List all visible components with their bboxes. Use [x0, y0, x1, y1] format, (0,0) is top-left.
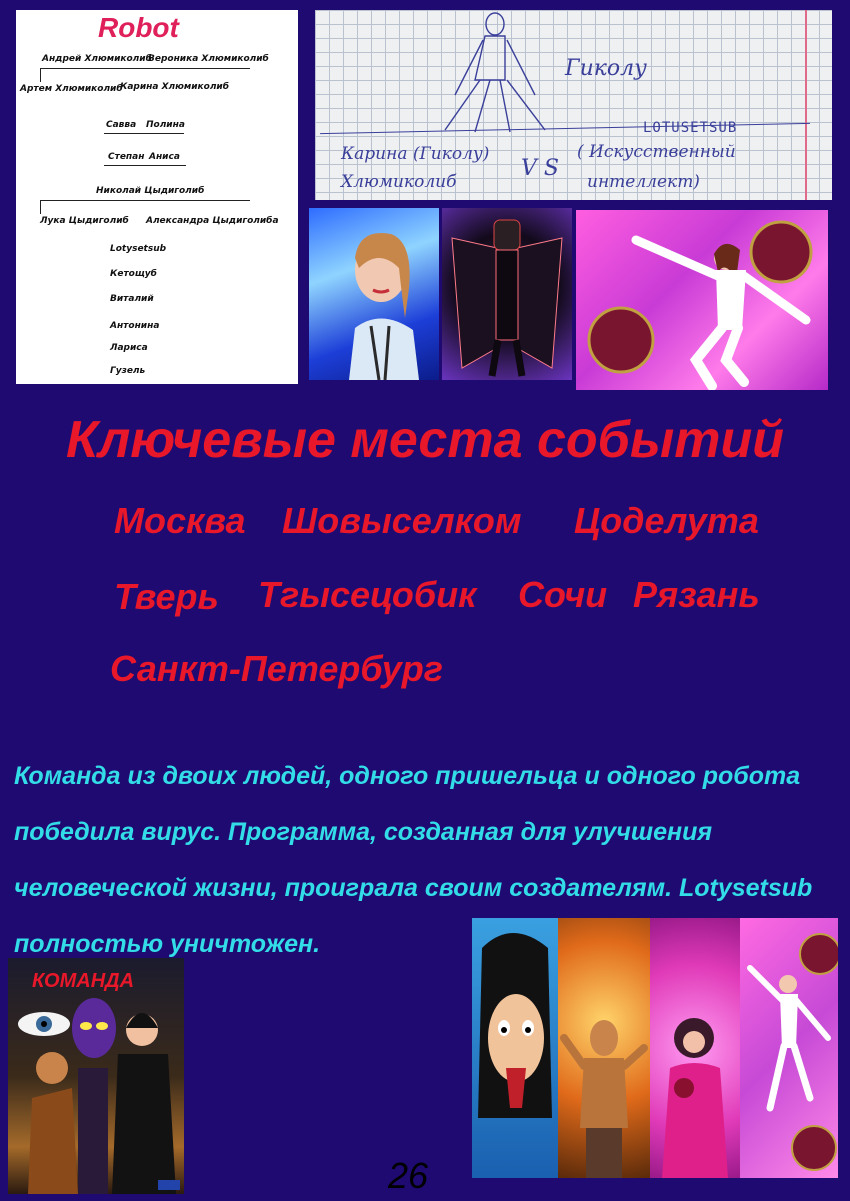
- name-polina: Полина: [146, 120, 185, 130]
- sketch-vs: V S: [521, 156, 559, 181]
- place-shovyselkom: Шовыселком: [282, 500, 522, 541]
- tree-line: [104, 165, 186, 166]
- illustration-strip: [472, 918, 838, 1178]
- name-savva: Савва: [106, 120, 137, 130]
- notebook-sketch: [315, 10, 832, 200]
- name-nikolay: Николай Цыдиголиб: [96, 186, 205, 196]
- tree-line: [40, 200, 250, 201]
- place-saint-petersburg: Санкт-Петербург: [110, 648, 443, 689]
- name-guzel: Гузель: [110, 366, 146, 376]
- white-suit-woman-illustration: [576, 210, 828, 390]
- place-tsodeluta: Цоделута: [574, 500, 759, 541]
- place-tgysetsobik: Тгысецобик: [258, 574, 477, 615]
- place-sochi: Сочи: [518, 574, 608, 615]
- tree-line: [40, 200, 41, 214]
- sketch-left-line1: Карина (Гиколу): [341, 144, 490, 164]
- name-larisa: Лариса: [110, 343, 148, 353]
- name-veronika: Вероника Хлюмиколиб: [148, 54, 269, 64]
- name-ketoshchub: Кетощуб: [110, 269, 157, 279]
- place-moscow: Москва: [114, 500, 246, 541]
- dark-winged-figure-illustration: [442, 208, 572, 380]
- summary-line: человеческой жизни, проиграла своим создателям. Lotysetsub: [14, 874, 813, 902]
- name-luka: Лука Цыдиголиб: [40, 216, 129, 226]
- page-number: 26: [388, 1155, 429, 1196]
- sketch-left-line2: Хлюмиколиб: [341, 172, 457, 192]
- name-anisa: Аниса: [149, 152, 180, 162]
- team-illustration: [8, 958, 184, 1194]
- tree-line: [104, 133, 184, 134]
- robot-girl-illustration: [309, 208, 439, 380]
- name-vitaliy: Виталий: [110, 294, 154, 304]
- sketch-figure: [435, 10, 555, 140]
- strip-panel-white-suit: [740, 918, 838, 1178]
- sketch-label: LOTUSETSUB: [643, 120, 738, 136]
- name-artem: Артем Хлюмиколиб: [20, 84, 123, 94]
- sketch-right-line2: интеллект): [587, 172, 700, 192]
- summary-line: полностью уничтожен.: [14, 930, 321, 958]
- strip-panel-dark-hair: [472, 918, 558, 1178]
- team-label: КОМАНДА: [32, 970, 135, 992]
- name-antonina: Антонина: [110, 321, 160, 331]
- tree-line: [40, 68, 41, 82]
- summary-line: Команда из двоих людей, одного пришельца и одного робота: [14, 762, 801, 790]
- place-ryazan: Рязань: [633, 574, 760, 615]
- strip-panel-fire: [558, 918, 650, 1178]
- name-andrey: Андрей Хлюмиколиб: [42, 54, 152, 64]
- place-tver: Тверь: [114, 576, 219, 617]
- margin-line: [805, 10, 807, 200]
- family-tree-title: Robot: [98, 12, 179, 43]
- name-stepan: Степан: [108, 152, 145, 162]
- name-karina: Карина Хлюмиколиб: [120, 82, 230, 92]
- summary-line: победила вирус. Программа, созданная для улучшения: [14, 818, 713, 846]
- main-title: Ключевые места событий: [65, 411, 785, 469]
- name-aleksandra: Александра Цыдиголиба: [146, 216, 279, 226]
- sketch-name-top: Гиколу: [565, 56, 647, 81]
- strip-panel-pink: [650, 918, 740, 1178]
- family-tree-panel: [16, 10, 298, 384]
- sketch-right-line1: ( Искусственный: [577, 142, 736, 162]
- tree-line: [40, 68, 250, 69]
- name-lotysetsub: Lotysetsub: [110, 244, 167, 254]
